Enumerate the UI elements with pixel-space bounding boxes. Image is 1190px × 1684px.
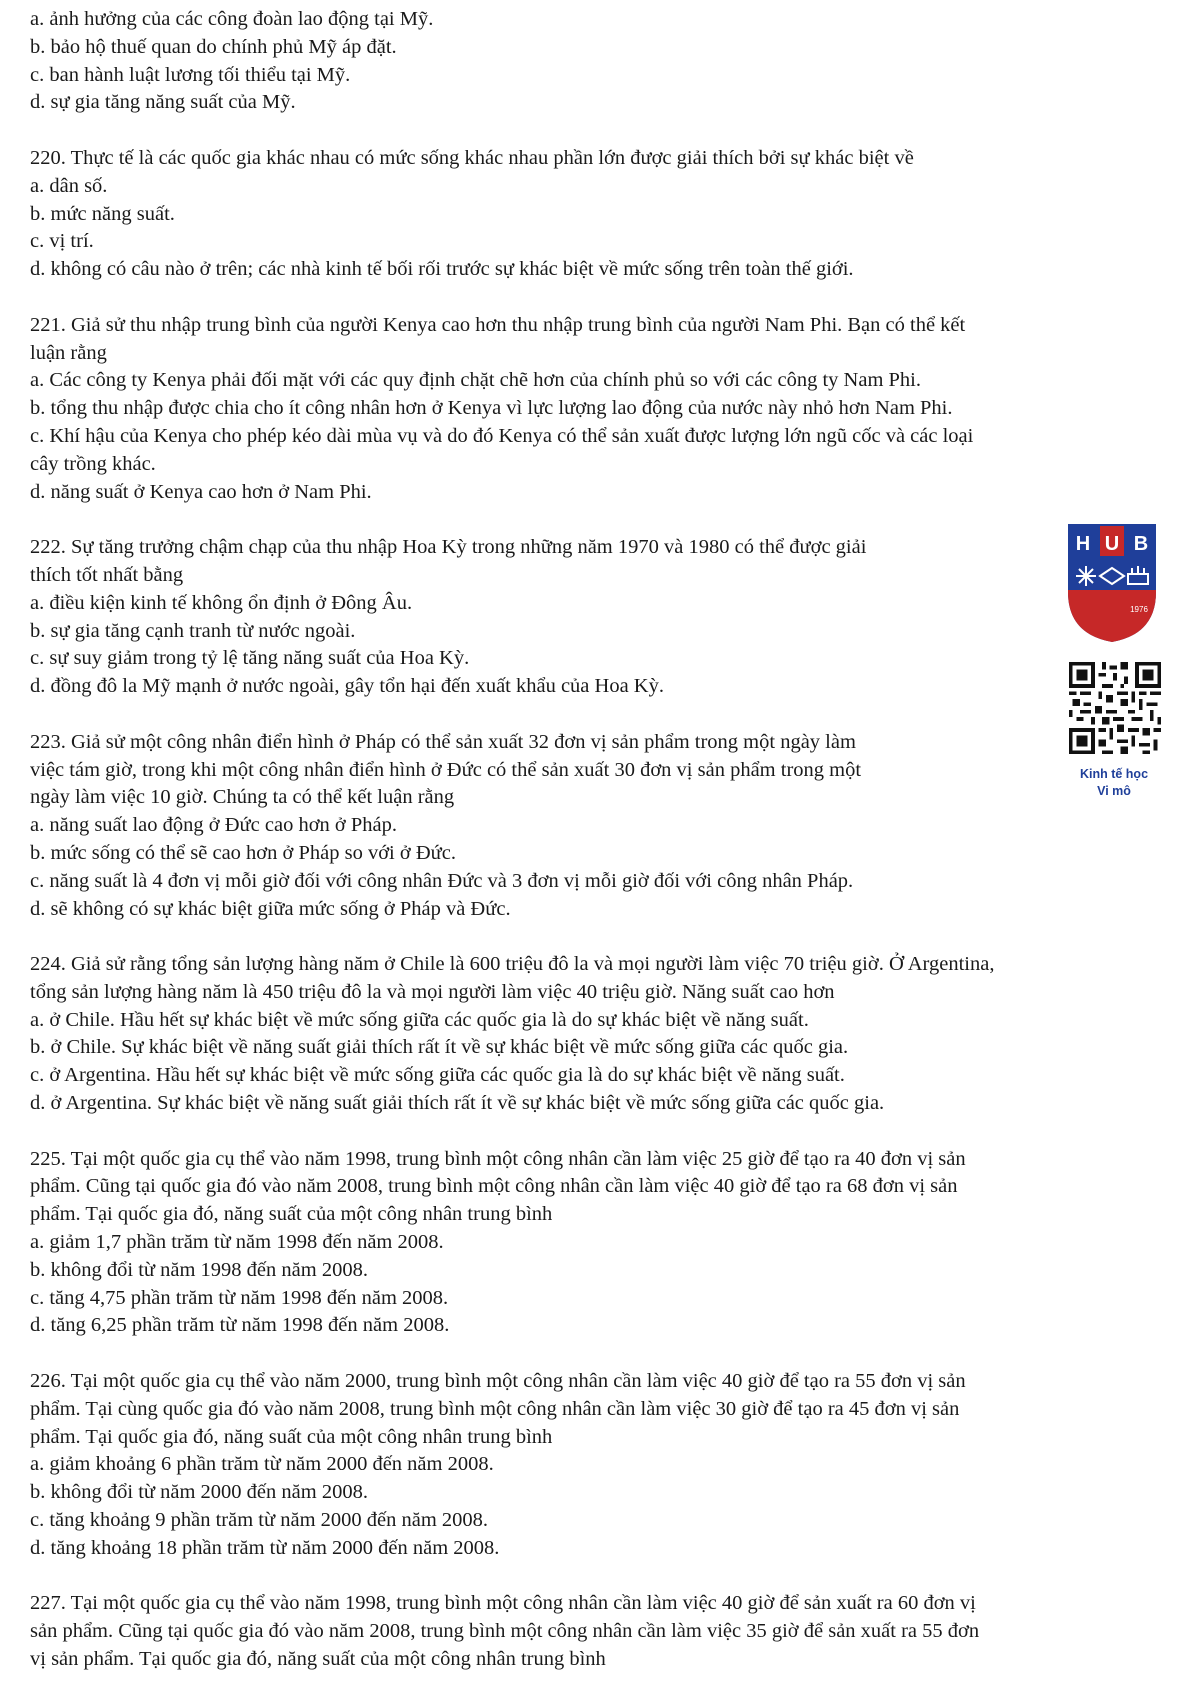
option-a: a. năng suất lao động ở Đức cao hơn ở Pháp. [30, 814, 397, 837]
option-d: d. không có câu nào ở trên; các nhà kinh tế bối rối trước sự khác biệt về mức sống trên toàn thế giới. [30, 258, 854, 281]
option-a: a. dân số. [30, 174, 108, 197]
caption-line-2: Vi mô [1097, 784, 1131, 798]
question-text: luận rằng [30, 341, 107, 364]
option-d: d. sẽ không có sự khác biệt giữa mức sống ở Pháp và Đức. [30, 897, 511, 920]
question-text: phẩm. Tại quốc gia đó, năng suất của một công nhân trung bình [30, 1203, 553, 1226]
question-text: phẩm. Tại cùng quốc gia đó vào năm 2008, trung bình một công nhân cần làm việc 30 giờ để tạo ra 45 đơn vị sản [30, 1397, 960, 1420]
option-d: d. đồng đô la Mỹ mạnh ở nước ngoài, gây tổn hại đến xuất khẩu của Hoa Kỳ. [30, 675, 664, 698]
option-a: a. giảm 1,7 phần trăm từ năm 1998 đến năm 2008. [30, 1231, 444, 1254]
option-c: c. ở Argentina. Hầu hết sự khác biệt về mức sống giữa các quốc gia là do sự khác biệt về năng suất. [30, 1064, 845, 1087]
question-226 [30, 1368, 1170, 1563]
question-221 [30, 312, 1170, 507]
question-text: sản phẩm. Cũng tại quốc gia đó vào năm 2008, trung bình một công nhân cần làm việc 35 giờ để sản xuất ra 55 đơn [30, 1620, 980, 1643]
question-225 [30, 1146, 1170, 1341]
question-text: phẩm. Cũng tại quốc gia đó vào năm 2008, trung bình một công nhân cần làm việc 40 giờ để tạo ra 68 đơn vị sản [30, 1175, 958, 1198]
question-text: phẩm. Tại quốc gia đó, năng suất của một công nhân trung bình [30, 1425, 553, 1448]
logo-letter-h: H [1075, 533, 1091, 555]
option-a: a. điều kiện kinh tế không ổn định ở Đông Âu. [30, 591, 413, 614]
option-b: b. không đổi từ năm 2000 đến năm 2008. [30, 1481, 368, 1504]
option-a: a. ảnh hưởng của các công đoàn lao động tại Mỹ. [30, 8, 434, 30]
question-224 [30, 951, 1170, 1118]
option-b: b. bảo hộ thuế quan do chính phủ Mỹ áp đặt. [30, 35, 397, 58]
hub-logo [1066, 522, 1158, 644]
option-c: c. vị trí. [30, 230, 94, 253]
question-text: 222. Sự tăng trưởng chậm chạp của thu nhập Hoa Kỳ trong những năm 1970 và 1980 có thể được giải [30, 536, 867, 559]
option-c: c. năng suất là 4 đơn vị mỗi giờ đối với công nhân Đức và 3 đơn vị mỗi giờ đối với công nhân Pháp. [30, 869, 854, 892]
logo-letter-b: B [1133, 533, 1149, 555]
question-222 [30, 534, 1170, 701]
option-b: b. sự gia tăng cạnh tranh từ nước ngoài. [30, 619, 356, 642]
option-b: b. mức sống có thể sẽ cao hơn ở Pháp so với ở Đức. [30, 841, 456, 864]
option-b: b. tổng thu nhập được chia cho ít công nhân hơn ở Kenya vì lực lượng lao động của nước này nhỏ hơn Nam Phi. [30, 397, 953, 420]
logo-letter-u: U [1104, 533, 1120, 555]
option-b: b. mức năng suất. [30, 202, 175, 225]
option-d: d. ở Argentina. Sự khác biệt về năng suất giải thích rất ít về sự khác biệt về mức sống giữa các quốc gia. [30, 1092, 885, 1115]
option-a: a. giảm khoảng 6 phần trăm từ năm 2000 đến năm 2008. [30, 1453, 494, 1476]
document-body [30, 6, 1170, 1674]
option-c: c. tăng khoảng 9 phần trăm từ năm 2000 đến năm 2008. [30, 1509, 489, 1532]
question-text: 221. Giả sử thu nhập trung bình của người Kenya cao hơn thu nhập trung bình của người Nam Phi. Bạn có thể kết [30, 313, 966, 336]
question-text: vị sản phẩm. Tại quốc gia đó, năng suất của một công nhân trung bình [30, 1648, 606, 1671]
question-220 [30, 145, 1170, 284]
question-text: việc tám giờ, trong khi một công nhân điển hình ở Đức có thể sản xuất 30 đơn vị sản phẩm trong một [30, 758, 862, 781]
question-223 [30, 729, 1170, 924]
question-text: thích tốt nhất bằng [30, 563, 184, 586]
option-c: c. sự suy giảm trong tỷ lệ tăng năng suất của Hoa Kỳ. [30, 647, 470, 670]
preamble-options [30, 6, 1170, 117]
question-text: 227. Tại một quốc gia cụ thể vào năm 1998, trung bình một công nhân cần làm việc 40 giờ để sản xuất ra 60 đơn vị [30, 1592, 976, 1615]
option-d: d. tăng 6,25 phần trăm từ năm 1998 đến năm 2008. [30, 1314, 450, 1337]
option-a: a. Các công ty Kenya phải đối mặt với các quy định chặt chẽ hơn của chính phủ so với các công ty Nam Phi. [30, 369, 921, 392]
question-text: 226. Tại một quốc gia cụ thể vào năm 2000, trung bình một công nhân cần làm việc 40 giờ để tạo ra 55 đơn vị sản [30, 1370, 966, 1393]
question-text: 225. Tại một quốc gia cụ thể vào năm 1998, trung bình một công nhân cần làm việc 25 giờ để tạo ra 40 đơn vị sản [30, 1147, 966, 1170]
option-d: d. sự gia tăng năng suất của Mỹ. [30, 91, 296, 114]
option-c: c. tăng 4,75 phần trăm từ năm 1998 đến năm 2008. [30, 1286, 449, 1309]
option-c: c. Khí hậu của Kenya cho phép kéo dài mùa vụ và do đó Kenya có thể sản xuất được lượng lớn ngũ cốc và các loại [30, 424, 974, 447]
option-b: b. ở Chile. Sự khác biệt về năng suất giải thích rất ít về sự khác biệt về mức sống giữa các quốc gia. [30, 1036, 849, 1059]
question-text: ngày làm việc 10 giờ. Chúng ta có thể kết luận rằng [30, 786, 455, 809]
question-text: 220. Thực tế là các quốc gia khác nhau có mức sống khác nhau phần lớn được giải thích bởi sự khác biệt về [30, 146, 914, 169]
question-text: 223. Giả sử một công nhân điển hình ở Pháp có thể sản xuất 32 đơn vị sản phẩm trong một ngày làm [30, 730, 856, 753]
option-d: d. năng suất ở Kenya cao hơn ở Nam Phi. [30, 480, 372, 503]
option-c: c. ban hành luật lương tối thiểu tại Mỹ. [30, 63, 351, 86]
qr-code [1069, 662, 1161, 754]
option-b: b. không đổi từ năm 1998 đến năm 2008. [30, 1258, 368, 1281]
caption-line-1: Kinh tế học [1079, 767, 1149, 781]
option-a: a. ở Chile. Hầu hết sự khác biệt về mức sống giữa các quốc gia là do sự khác biệt về năng suất. [30, 1008, 809, 1031]
question-text: 224. Giả sử rằng tổng sản lượng hàng năm ở Chile là 600 triệu đô la và mọi người làm việc 70 triệu giờ. Ở Argentina, [30, 953, 995, 976]
question-text: tổng sản lượng hàng năm là 450 triệu đô la và mọi người làm việc 40 triệu giờ. Năng suất cao hơn [30, 980, 835, 1003]
subject-caption [1064, 766, 1164, 800]
option-c-continued: cây trồng khác. [30, 452, 156, 475]
question-227 [30, 1590, 1170, 1673]
option-d: d. tăng khoảng 18 phần trăm từ năm 2000 đến năm 2008. [30, 1536, 500, 1559]
logo-year: 1976 [1130, 605, 1148, 614]
